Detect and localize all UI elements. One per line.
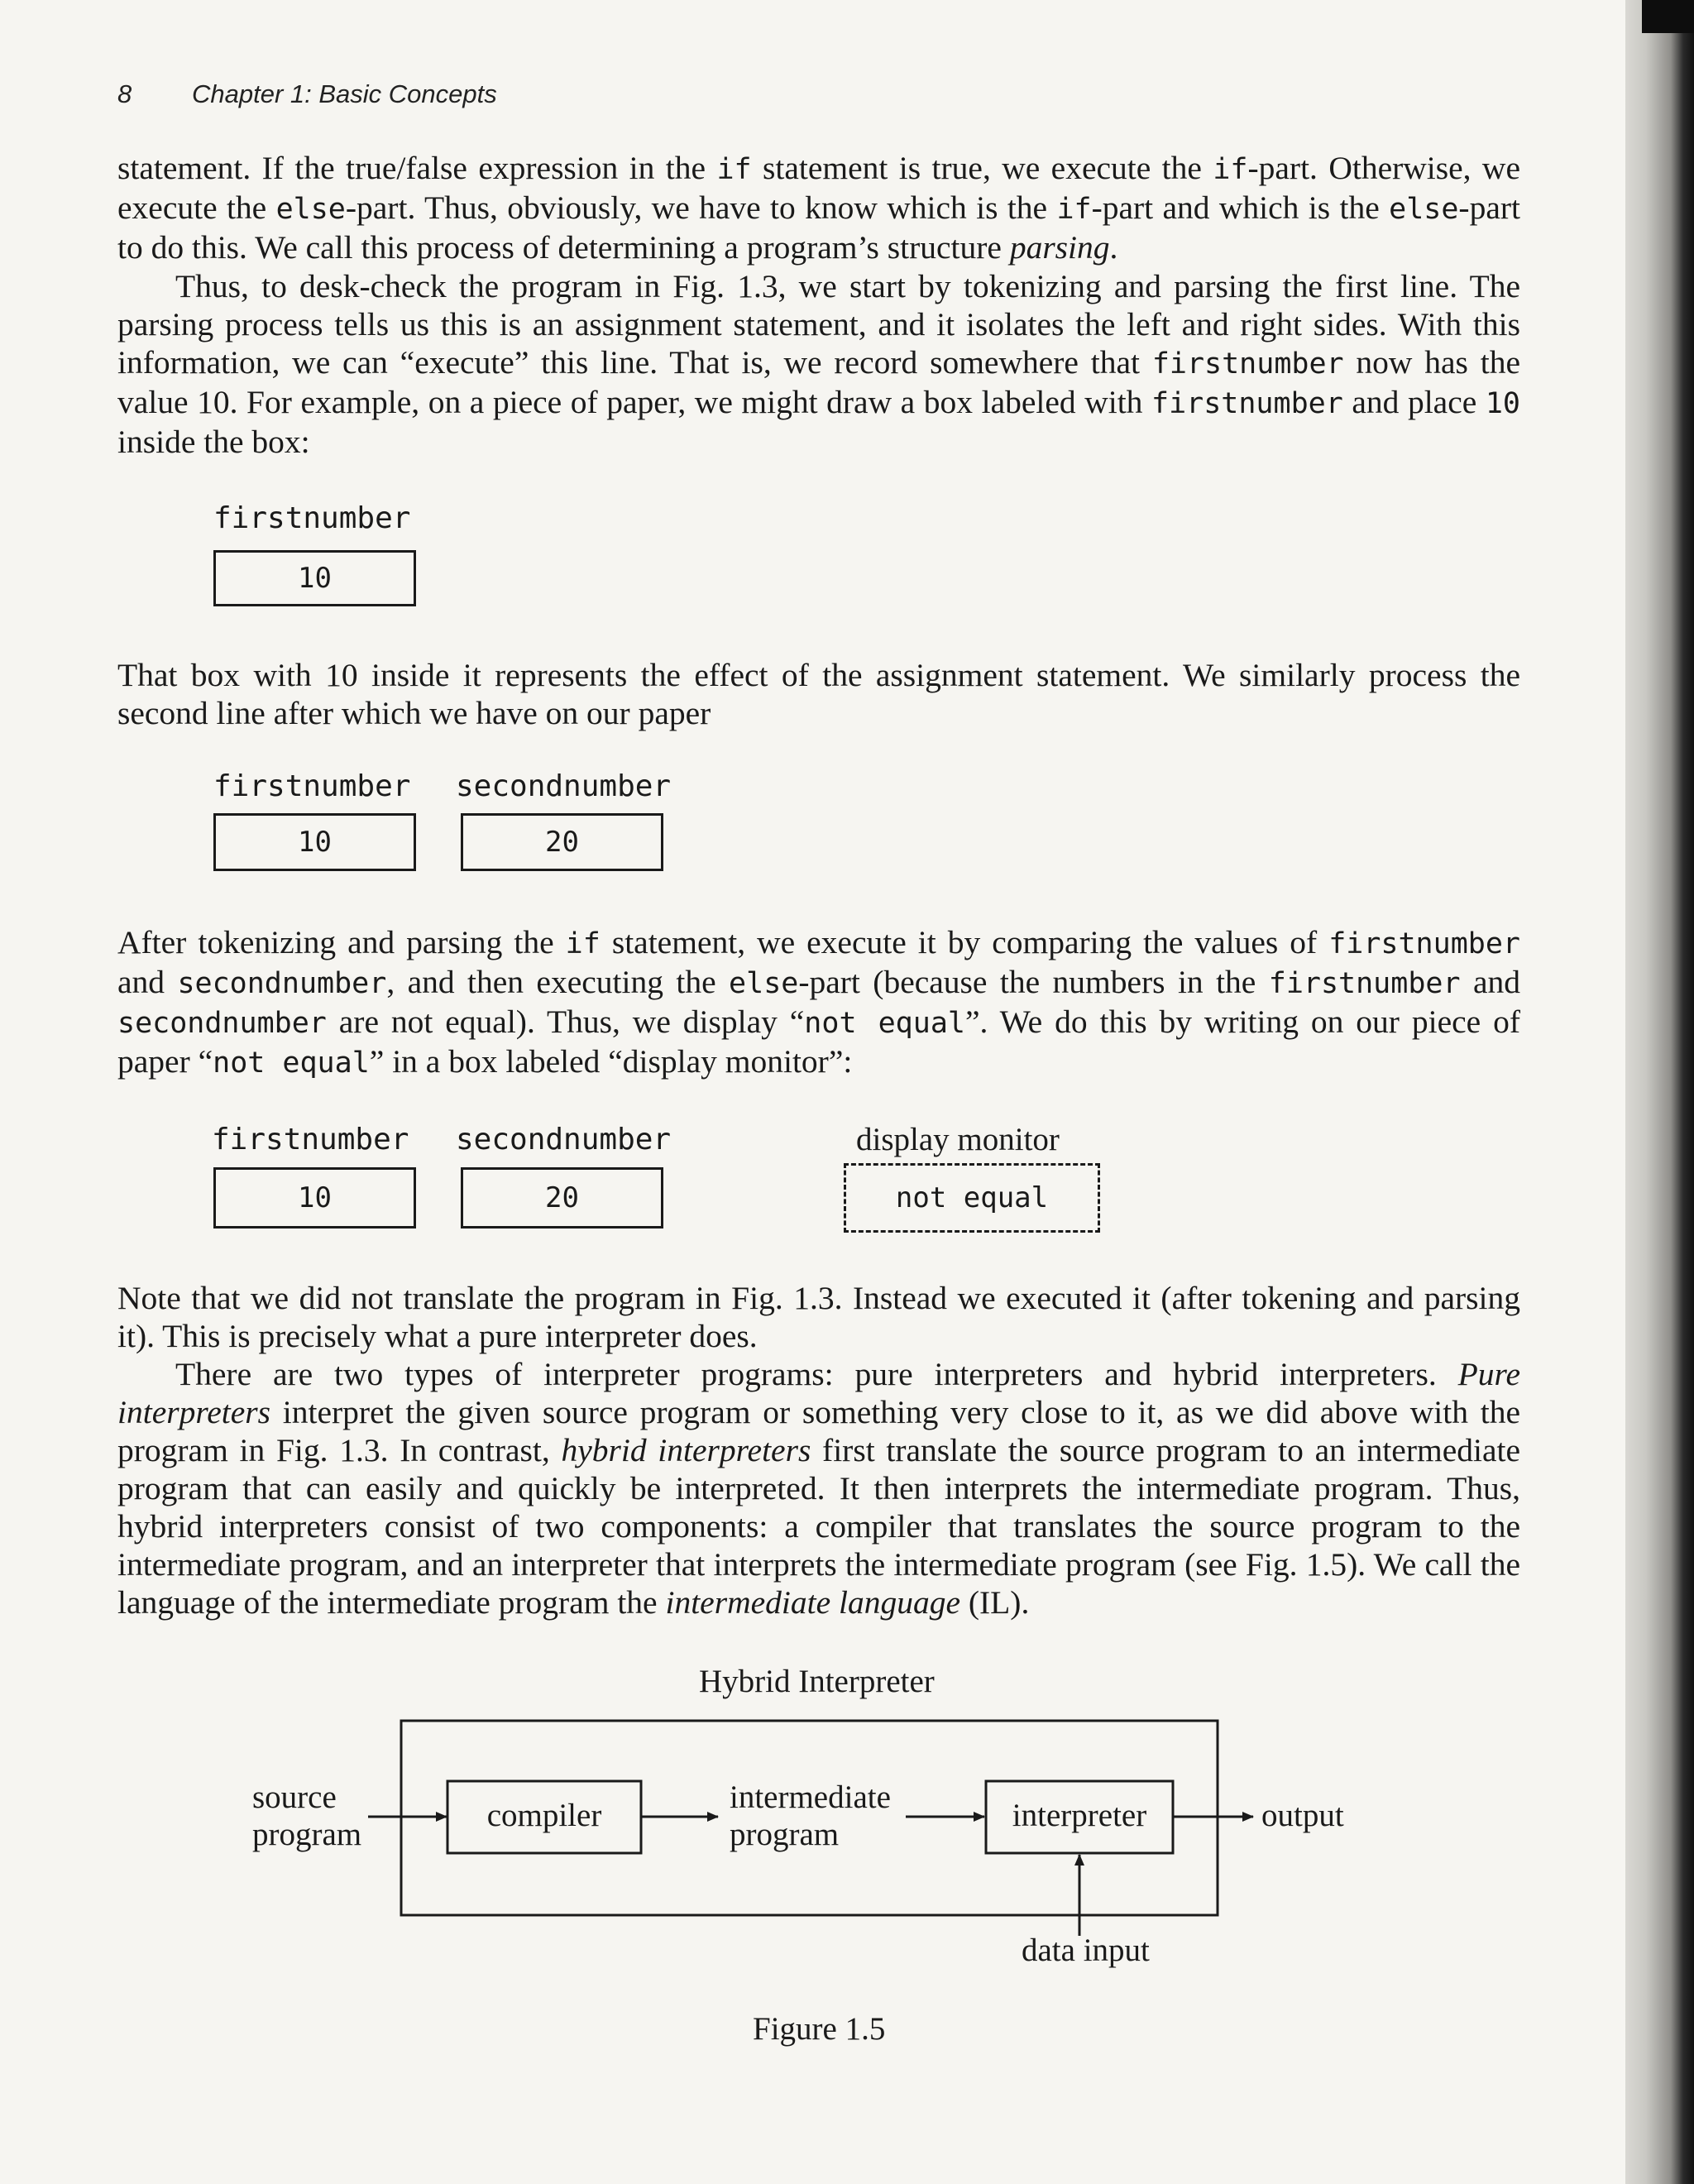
- paragraph-5: Note that we did not translate the program in Fig. 1.3. Instead we executed it (after tokening and parsing it). This is precisely what a pure interpreter does.: [117, 1280, 1520, 1354]
- chapter-title: Chapter 1: Basic Concepts: [192, 79, 497, 108]
- interpreter-label: interpreter: [1012, 1798, 1147, 1833]
- variable-box-firstnumber: 10: [213, 550, 416, 606]
- variable-label-secondnumber: secondnumber: [456, 769, 672, 803]
- variable-box-firstnumber: 10: [213, 1167, 416, 1228]
- figure-caption: Figure 1.5: [753, 2011, 886, 2047]
- display-monitor-label: display monitor: [856, 1122, 1060, 1157]
- paragraph-3: That box with 10 inside it represents the effect of the assignment statement. We similarly process the second line after which we have on our paper: [117, 657, 1520, 731]
- source-program-label-line2: program: [252, 1817, 362, 1852]
- source-program-label-line1: source: [252, 1779, 337, 1815]
- variable-label-firstnumber: firstnumber: [213, 501, 411, 535]
- compiler-label: compiler: [486, 1798, 602, 1833]
- paragraph-6: There are two types of interpreter programs: pure interpreters and hybrid interpreters. Pure interpreters interpret the given source program or something very close to it, as we did above with the program in Fig. 1.3. In contrast, hybrid interpreters first translate the source program to an intermediate program that can easily and quickly be interpreted. It then interprets the intermediate program. Thus, hybrid interpreters consist of two components: a compiler that translates the source program to the intermediate program, and an interpreter that interprets the intermediate program (see Fig. 1.5). We call the language of the intermediate program the intermediate language (IL).: [117, 1356, 1520, 1621]
- paragraph-2: Thus, to desk-check the program in Fig. 1.3, we start by tokenizing and parsing the first line. The parsing process tells us this is an assignment statement, and it isolates the left and right sides. With this information, we can “execute” this line. That is, we record somewhere that firstnumber now has the value 10. For example, on a piece of paper, we might draw a box labeled with firstnumber and place 10 inside the box:: [117, 268, 1520, 460]
- paragraph-1: statement. If the true/false expression in the if statement is true, we execute the if-part. Otherwise, we execute the else-part. Thus, obviously, we have to know which is the if-part and which is the else-part to do this. We call this process of determining a program’s structure parsing.: [117, 150, 1520, 266]
- intermediate-program-label-line1: intermediate: [730, 1779, 891, 1815]
- figure-title: Hybrid Interpreter: [699, 1664, 935, 1699]
- display-monitor-box: not equal: [844, 1163, 1100, 1233]
- page-number: 8: [117, 79, 132, 108]
- variable-box-firstnumber: 10: [213, 813, 416, 871]
- variable-label-firstnumber: firstnumber: [213, 769, 411, 803]
- output-label: output: [1261, 1798, 1344, 1833]
- variable-label-secondnumber: secondnumber: [456, 1123, 672, 1157]
- intermediate-program-label-line2: program: [730, 1817, 840, 1852]
- variable-box-secondnumber: 20: [461, 813, 663, 871]
- data-input-label: data input: [1022, 1933, 1150, 1968]
- paragraph-4: After tokenizing and parsing the if statement, we execute it by comparing the values of firstnumber and secondnumber, and then executing the else-part (because the numbers in the firstnumber and secondnumber are not equal). Thus, we display “not equal”. We do this by writing on our piece of paper “not equal” in a box labeled “display monitor”:: [117, 924, 1520, 1080]
- variable-label-firstnumber: firstnumber: [212, 1123, 409, 1157]
- variable-box-secondnumber: 20: [461, 1167, 663, 1228]
